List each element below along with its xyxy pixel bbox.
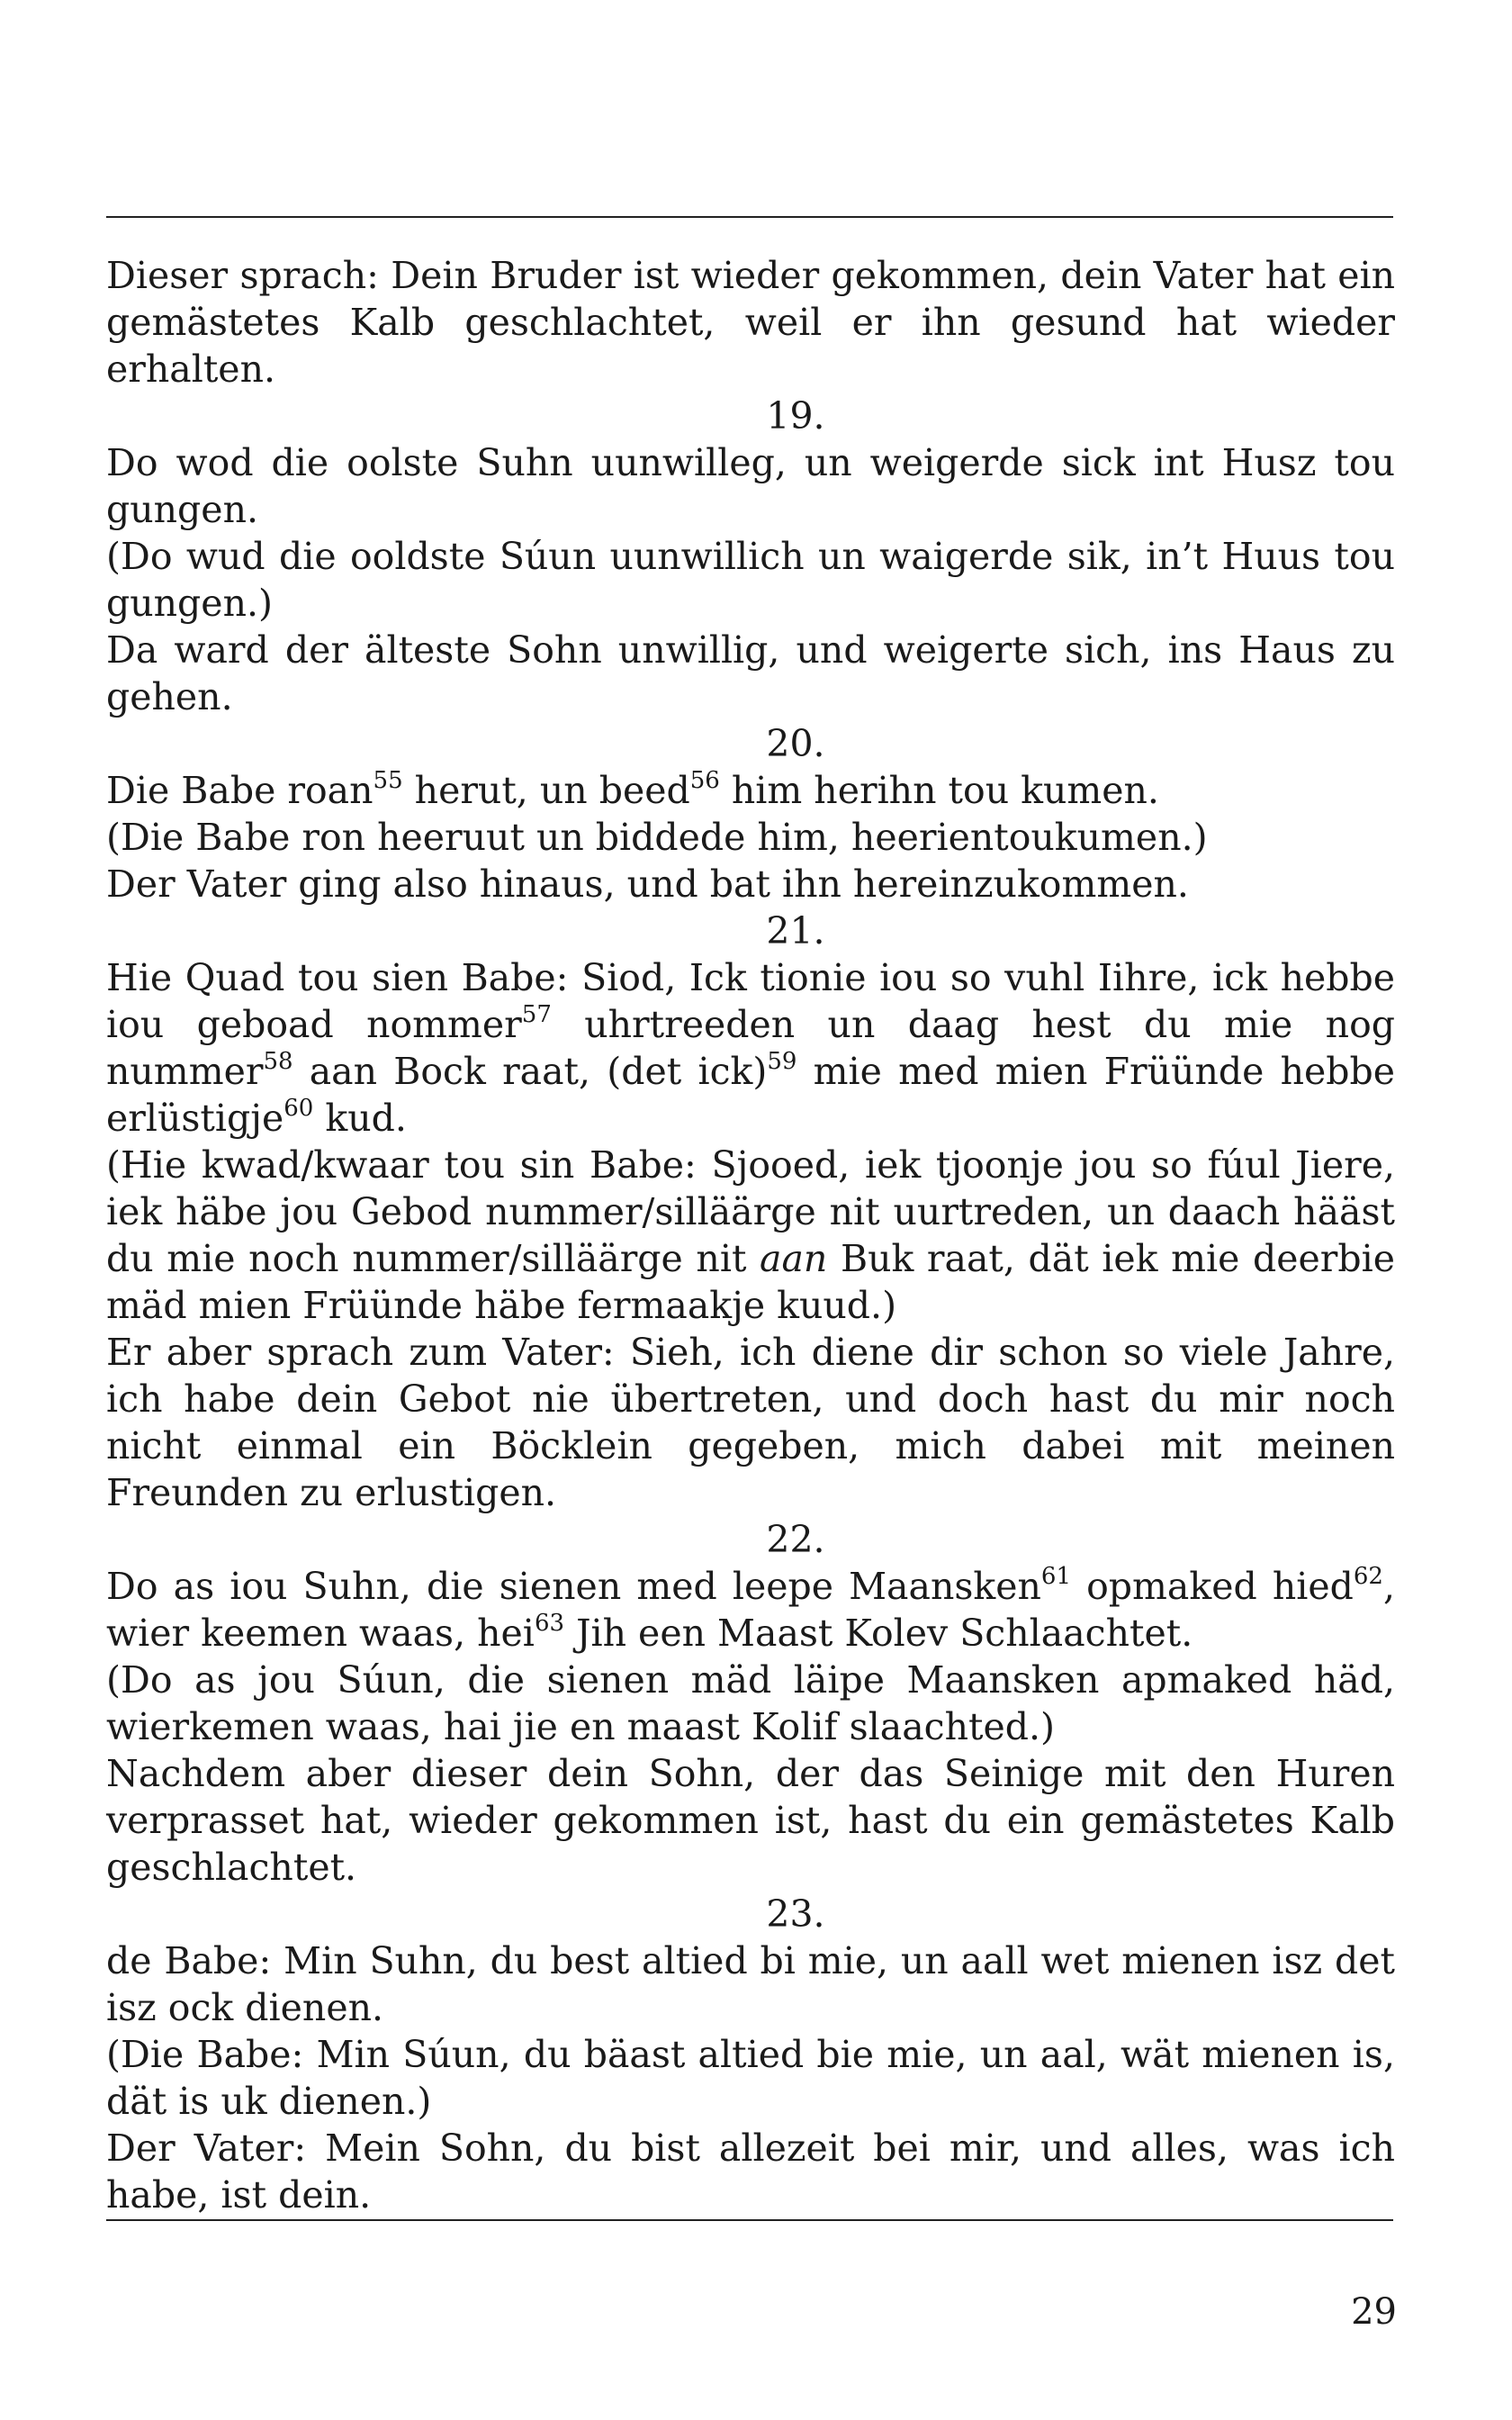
verse-20-german: Der Vater ging also hinaus, und bat ihn hereinzukommen. bbox=[106, 862, 1189, 906]
verse-22-modern: (Do as jou Súun, die sienen mäd läipe Maansken apmaked häd, wierkemen waas, hai jie en maast Kolif slaachted.) bbox=[106, 1658, 1395, 1748]
verse-number-23: 23. bbox=[766, 1892, 825, 1936]
verse-21-german: Er aber sprach zum Vater: Sieh, ich diene dir schon so viele Jahre, ich habe dein Gebot nie übertreten, und doch hast du mir noch nicht einmal ein Böcklein gegeben, mich dabei mit meinen Freunden zu erlustigen. bbox=[106, 1331, 1395, 1514]
verse-19-old: Do wod die oolste Suhn uunwilleg, un weigerde sick int Husz tou gungen. bbox=[106, 441, 1395, 531]
verse-22-old: Do as iou Suhn, die sienen med leepe Maansken$^{61}$ opmaked hied$^{62}$, wier keemen waas, hei$^{63}$ Jih een Maast Kolev Schlaachtet. bbox=[106, 1563, 1396, 1655]
verse-23-old: de Babe: Min Suhn, du best altied bi mie, un aall wet mienen isz det isz ock dienen. bbox=[106, 1939, 1395, 2029]
verse-23-modern: (Die Babe: Min Súun, du bäast altied bie mie, un aal, wät mienen is, dät is uk dienen.) bbox=[106, 2033, 1395, 2123]
verse-19-german: Da ward der älteste Sohn unwillig, und weigerte sich, ins Haus zu gehen. bbox=[106, 628, 1395, 718]
footnote-ref: 55 bbox=[373, 767, 403, 794]
verse-number-22: 22. bbox=[766, 1518, 825, 1561]
footnote-ref: 57 bbox=[521, 1001, 552, 1028]
verse-20-old: Die Babe roan$^{55}$ herut, un beed$^{56}$ him herihn tou kumen. bbox=[106, 767, 1159, 812]
footnote-ref: 56 bbox=[689, 767, 720, 794]
footnote-ref: 61 bbox=[1040, 1563, 1072, 1590]
verse-21-modern: (Hie kwad/kwaar tou sin Babe: Sjooed, iek tjoonje jou so fúul Jiere, iek häbe jou Gebod nummer/silläärge nit uurtreden, un daach hääst du mie noch nummer/silläärge nit aan Buk raat, dät iek mie deerbie mäd mien Früünde häbe fermaakje kuud.) bbox=[106, 1143, 1395, 1327]
verse-number-19: 19. bbox=[766, 394, 825, 438]
footnote-ref: 58 bbox=[263, 1048, 293, 1075]
footnote-ref: 59 bbox=[767, 1048, 797, 1075]
verse-number-20: 20. bbox=[766, 722, 825, 765]
verse-21-old: Hie Quad tou sien Babe: Siod, Ick tionie iou so vuhl Iihre, ick hebbe iou geboad nommer$^{57}$ uhrtreeden un daag hest du mie nog nummer$^{58}$ aan Bock raat, (det ick)$^{59}$ mie med mien Früünde hebbe erlüstigje$^{60}$ kud. bbox=[106, 956, 1395, 1140]
footnote-ref: 62 bbox=[1353, 1563, 1383, 1590]
verse-18-german: Dieser sprach: Dein Bruder ist wieder gekommen, dein Vater hat ein gemästetes Kalb geschlachtet, weil er ihn gesund hat wieder erhalten. bbox=[106, 254, 1395, 391]
footnote-ref: 60 bbox=[284, 1095, 314, 1122]
verse-20-modern: (Die Babe ron heeruut un biddede him, heerientoukumen.) bbox=[106, 816, 1208, 859]
verse-19-modern: (Do wud die ooldste Súun uunwillich un waigerde sik, in’t Huus tou gungen.) bbox=[106, 535, 1395, 625]
top-rule bbox=[106, 216, 1393, 218]
verse-22-german: Nachdem aber dieser dein Sohn, der das Seinige mit den Huren verprasset hat, wieder gekommen ist, hast du ein gemästetes Kalb geschlachtet. bbox=[106, 1752, 1395, 1889]
bottom-rule bbox=[106, 2219, 1393, 2221]
footnote-ref: 63 bbox=[534, 1610, 565, 1637]
verse-number-21: 21. bbox=[766, 909, 825, 953]
page-number: 29 bbox=[1351, 2291, 1397, 2333]
verse-text bbox=[106, 252, 1395, 2218]
verse-23-german: Der Vater: Mein Sohn, du bist allezeit bei mir, und alles, was ich habe, ist dein. bbox=[106, 2127, 1395, 2217]
